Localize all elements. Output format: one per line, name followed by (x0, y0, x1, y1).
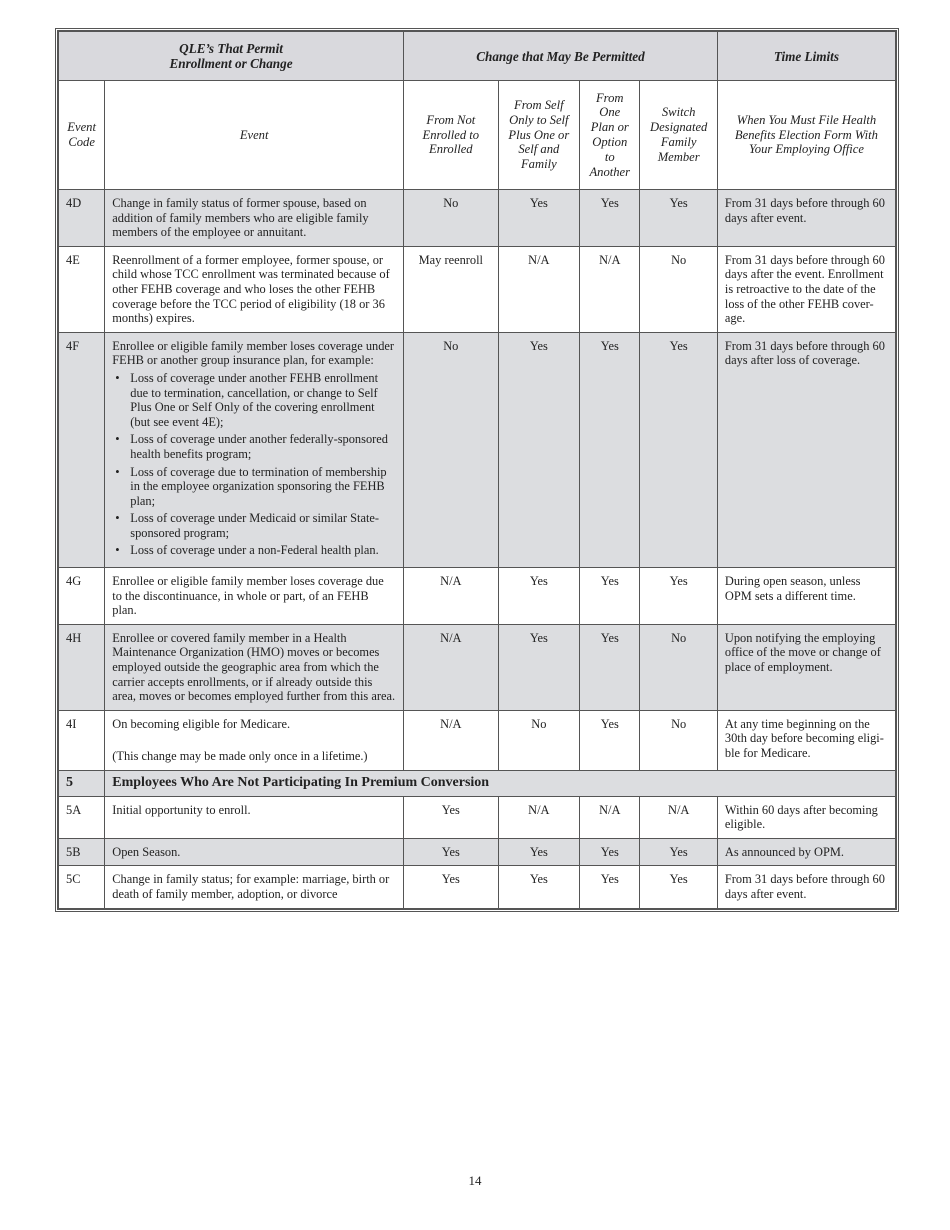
cell-switch: Yes (640, 866, 717, 908)
cell-switch: No (640, 624, 717, 710)
qle-table-container (55, 28, 899, 912)
cell-self-only: Yes (498, 568, 579, 625)
cell-self-only: Yes (498, 190, 579, 247)
event-code: 4E (59, 246, 105, 332)
list-item: • Loss of coverage under another FEHB enrollment due to termination, cancellation, or change to Self Plus One or Self Only of the covering enrollment (but see event 4E); (112, 371, 396, 429)
event-description: Change in family status; for example: marriage, birth or death of family member, adoption, or divorce (105, 866, 404, 908)
cell-switch: No (640, 710, 717, 770)
cell-not-enrolled: N/A (404, 624, 499, 710)
cell-time-limit: During open season, unless OPM sets a different time. (717, 568, 895, 625)
cell-not-enrolled: N/A (404, 568, 499, 625)
cell-time-limit: From 31 days before through 60 days after event. (717, 190, 895, 247)
event-code: 4F (59, 332, 105, 567)
cell-time-limit: From 31 days before through 60 days after the event. Enrollment is retroactive to the date of the loss of the other FEHB cover-age. (717, 246, 895, 332)
col-from-not-enrolled: From Not Enrolled to Enrolled (404, 81, 499, 190)
cell-time-limit: At any time beginning on the 30th day before becoming eligi-ble for Medicare. (717, 710, 895, 770)
cell-one-plan: Yes (580, 190, 640, 247)
cell-one-plan: Yes (580, 332, 640, 567)
cell-self-only: N/A (498, 246, 579, 332)
col-event: Event (105, 81, 404, 190)
cell-not-enrolled: Yes (404, 838, 499, 866)
header-change-permitted: Change that May Be Permitted (404, 32, 718, 81)
col-switch-member: Switch Designated Family Member (640, 81, 717, 190)
cell-switch: Yes (640, 190, 717, 247)
event-text: On becoming eligible for Medicare. (112, 716, 291, 731)
event-note: (This change may be made only once in a lifetime.) (112, 749, 368, 764)
cell-self-only: No (498, 710, 579, 770)
cell-one-plan: Yes (580, 568, 640, 625)
list-item: • Loss of coverage under another federally-sponsored health benefits program; (112, 432, 396, 461)
list-item: • Loss of coverage under Medicaid or similar State-sponsored program; (112, 511, 396, 540)
table-row (59, 624, 896, 710)
cell-self-only: Yes (498, 624, 579, 710)
cell-switch: No (640, 246, 717, 332)
cell-one-plan: N/A (580, 796, 640, 838)
cell-self-only: Yes (498, 332, 579, 567)
cell-self-only: N/A (498, 796, 579, 838)
cell-not-enrolled: May reenroll (404, 246, 499, 332)
table-row (59, 838, 896, 866)
cell-time-limit: From 31 days before through 60 days after event. (717, 866, 895, 908)
col-from-self-only: From Self Only to Self Plus One or Self and Family (498, 81, 579, 190)
col-from-one-plan: From One Plan or Option to Another (580, 81, 640, 190)
list-item: • Loss of coverage under a non-Federal health plan. (112, 543, 396, 558)
table-row (59, 568, 896, 625)
cell-switch: Yes (640, 568, 717, 625)
table-row (59, 332, 896, 567)
event-description: Enrollee or eligible family member loses coverage due to the discontinuance, in whole or part, of an FEHB plan. (105, 568, 404, 625)
event-description: Initial opportunity to enroll. (105, 796, 404, 838)
cell-not-enrolled: Yes (404, 796, 499, 838)
cell-time-limit: Within 60 days after becoming eligible. (717, 796, 895, 838)
cell-one-plan: N/A (580, 246, 640, 332)
header-time-limits: Time Limits (717, 32, 895, 81)
header-qle: QLE’s That Permit Enrollment or Change (59, 32, 404, 81)
event-code: 4H (59, 624, 105, 710)
table-row (59, 246, 896, 332)
table-row (59, 190, 896, 247)
table-row (59, 710, 896, 770)
col-when-file: When You Must File Health Benefits Election Form With Your Employing Office (717, 81, 895, 190)
event-code: 5A (59, 796, 105, 838)
cell-self-only: Yes (498, 838, 579, 866)
cell-one-plan: Yes (580, 624, 640, 710)
col-event-code: Event Code (59, 81, 105, 190)
event-description (105, 710, 404, 770)
section-header-row (59, 771, 896, 797)
cell-time-limit: From 31 days before through 60 days after loss of coverage. (717, 332, 895, 567)
qle-table (58, 31, 896, 909)
event-description: Change in family status of former spouse, based on addition of family members who are eligible family members of the employee or annuitant. (105, 190, 404, 247)
event-code: 4G (59, 568, 105, 625)
group-header-row (59, 32, 896, 81)
section-code: 5 (59, 771, 105, 797)
cell-not-enrolled: Yes (404, 866, 499, 908)
event-description (105, 332, 404, 567)
section-title: Employees Who Are Not Participating In Premium Conversion (105, 771, 896, 797)
cell-one-plan: Yes (580, 710, 640, 770)
column-header-row (59, 81, 896, 190)
event-code: 4I (59, 710, 105, 770)
cell-switch: Yes (640, 838, 717, 866)
cell-switch: Yes (640, 332, 717, 567)
table-row (59, 796, 896, 838)
cell-not-enrolled: No (404, 190, 499, 247)
table-row (59, 866, 896, 908)
event-description: Enrollee or covered family member in a Health Maintenance Organization (HMO) moves or becomes employed outside the geographic area from which the carrier accepts enrollments, or if already outside this area, moves or becomes employed further from this area. (105, 624, 404, 710)
cell-time-limit: As announced by OPM. (717, 838, 895, 866)
cell-time-limit: Upon notifying the employing office of the move or change of place of employment. (717, 624, 895, 710)
cell-not-enrolled: No (404, 332, 499, 567)
cell-switch: N/A (640, 796, 717, 838)
cell-one-plan: Yes (580, 866, 640, 908)
page-number: 14 (468, 1173, 482, 1188)
event-description: Open Season. (105, 838, 404, 866)
cell-one-plan: Yes (580, 838, 640, 866)
event-intro: Enrollee or eligible family member loses coverage under FEHB or another group insurance plan, for example: (112, 338, 395, 368)
list-item: • Loss of coverage due to termination of membership in the employee organization sponsoring the FEHB plan; (112, 465, 396, 509)
cell-not-enrolled: N/A (404, 710, 499, 770)
event-code: 5B (59, 838, 105, 866)
event-bullet-list (112, 371, 396, 558)
event-code: 5C (59, 866, 105, 908)
event-code: 4D (59, 190, 105, 247)
event-description: Reenrollment of a former employee, former spouse, or child whose TCC enrollment was terminated because of other FEHB coverage and who loses the other FEHB coverage before the TCC period of eligibility (18 or 36 months) expires. (105, 246, 404, 332)
cell-self-only: Yes (498, 866, 579, 908)
